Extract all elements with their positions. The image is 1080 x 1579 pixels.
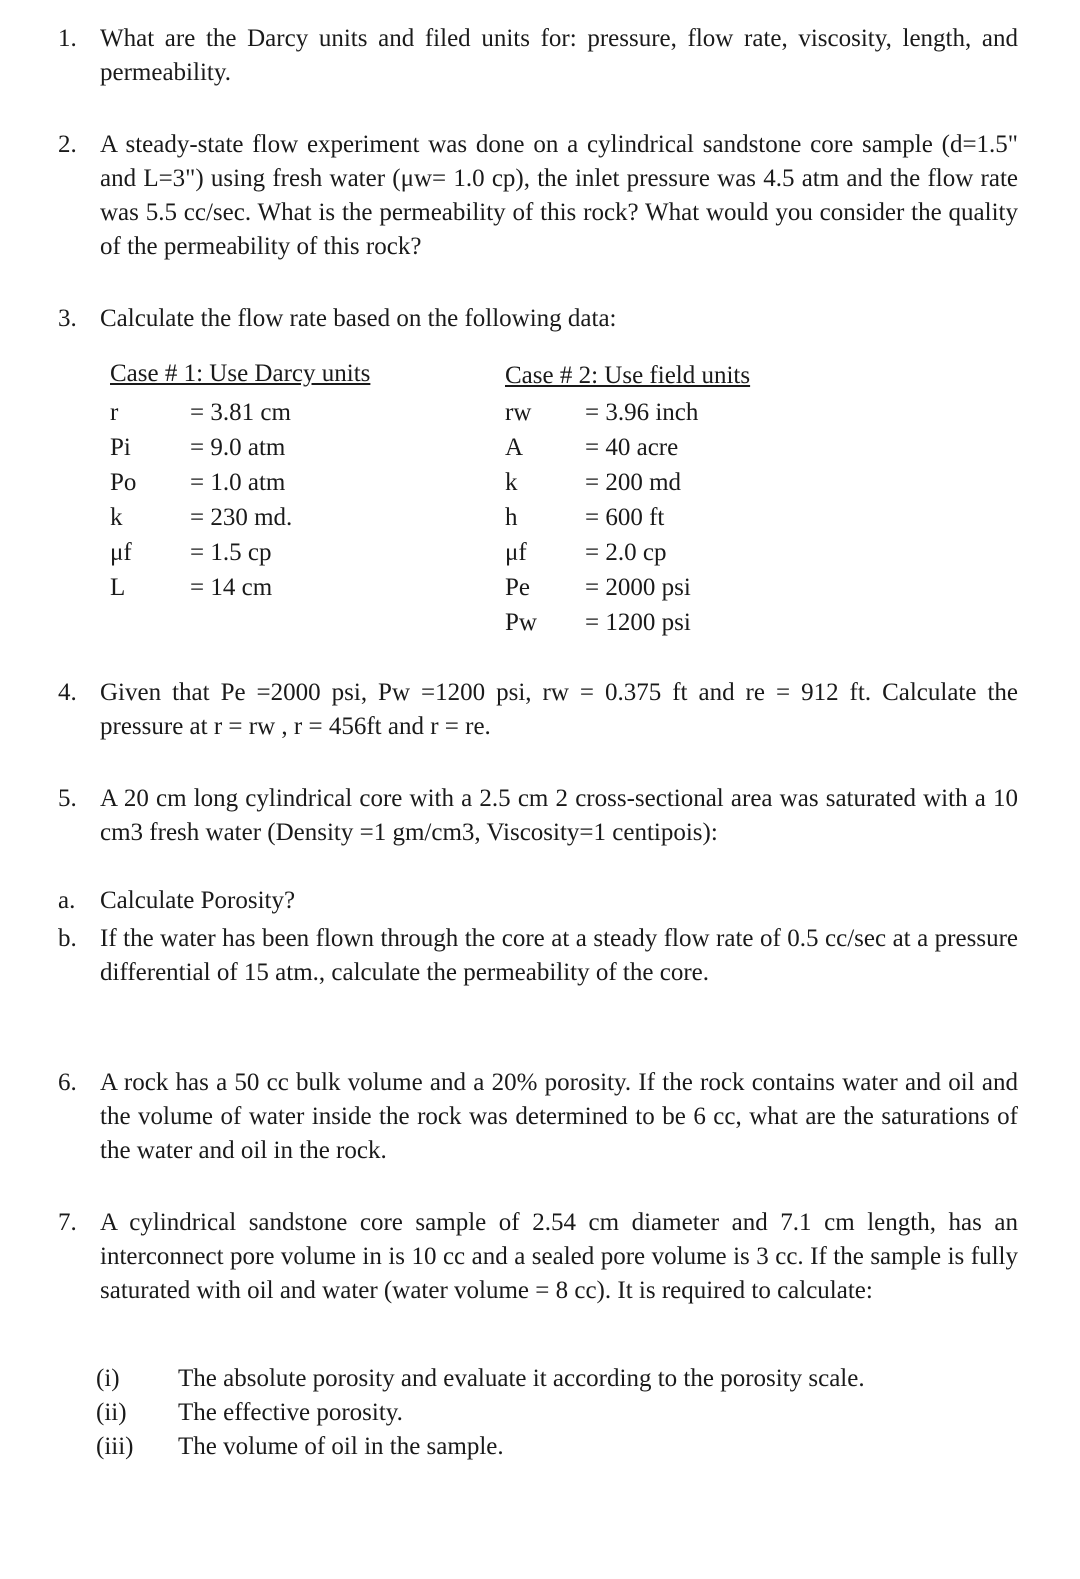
variable-value: = 230 md. bbox=[190, 504, 293, 531]
item-number: (ii) bbox=[96, 1399, 127, 1426]
data-row bbox=[505, 571, 805, 605]
question-number: 7. bbox=[58, 1209, 77, 1236]
question-text: A steady-state flow experiment was done on a cylindrical sandstone core sample (d=1.5" and L=3") using fresh water (μw= 1.0 cp), the inlet pressure was 4.5 atm and the flow rate was 5.5 cc/sec. What is the permeability of this rock? What would you consider the quality of the permeability of this rock? bbox=[100, 131, 1018, 260]
variable-value: = 1200 psi bbox=[585, 609, 691, 636]
question-number: 4. bbox=[58, 679, 77, 706]
variable-symbol: k bbox=[110, 504, 123, 531]
item-number: (iii) bbox=[96, 1433, 134, 1460]
variable-value: = 2000 psi bbox=[585, 574, 691, 601]
question-text: Calculate Porosity? bbox=[100, 887, 296, 914]
variable-symbol: Pi bbox=[110, 434, 131, 461]
question-2 bbox=[58, 128, 1018, 264]
question-text: Calculate the flow rate based on the following data: bbox=[100, 305, 617, 332]
question-text: A cylindrical sandstone core sample of 2.54 cm diameter and 7.1 cm length, has an interconnect pore volume in is 10 cc and a sealed pore volume is 3 cc. If the sample is fully saturated with oil and water (water volume = 8 cc). It is required to calculate: bbox=[100, 1209, 1018, 1304]
question-number: a. bbox=[58, 887, 76, 914]
data-row bbox=[110, 501, 410, 535]
item-text: The effective porosity. bbox=[178, 1399, 403, 1426]
question-number: 6. bbox=[58, 1069, 77, 1096]
data-row bbox=[505, 606, 805, 640]
question-number: 3. bbox=[58, 305, 77, 332]
variable-value: = 3.81 cm bbox=[190, 399, 291, 426]
question-text: A 20 cm long cylindrical core with a 2.5 cm 2 cross-sectional area was saturated with a 10 cm3 fresh water (Density =1 gm/cm3, Viscosity=1 centipois): bbox=[100, 785, 1018, 846]
variable-value: = 9.0 atm bbox=[190, 434, 286, 461]
question-text: What are the Darcy units and filed units for: pressure, flow rate, viscosity, length, and permeability. bbox=[100, 25, 1018, 86]
question-4 bbox=[58, 676, 1018, 744]
variable-symbol: r bbox=[110, 399, 119, 426]
variable-value: = 3.96 inch bbox=[585, 399, 699, 426]
question-text: Given that Pe =2000 psi, Pw =1200 psi, rw = 0.375 ft and re = 912 ft. Calculate the pressure at r = rw , r = 456ft and r = re. bbox=[100, 679, 1018, 740]
variable-value: = 200 md bbox=[585, 469, 682, 496]
variable-symbol: μf bbox=[505, 539, 527, 566]
question-number: b. bbox=[58, 925, 77, 952]
variable-symbol: L bbox=[110, 574, 126, 601]
case-1-title: Case # 1: Use Darcy units bbox=[110, 360, 371, 387]
item-text: The absolute porosity and evaluate it according to the porosity scale. bbox=[178, 1365, 865, 1392]
data-row bbox=[505, 501, 805, 535]
variable-symbol: A bbox=[505, 434, 524, 461]
data-row bbox=[110, 431, 410, 465]
question-text: A rock has a 50 cc bulk volume and a 20% porosity. If the rock contains water and oil and the volume of water inside the rock was determined to be 6 cc, what are the saturations of the water and oil in the rock. bbox=[100, 1069, 1018, 1164]
item-text: The volume of oil in the sample. bbox=[178, 1433, 504, 1460]
question-text: If the water has been flown through the core at a steady flow rate of 0.5 cc/sec at a pressure differential of 15 atm., calculate the permeability of the core. bbox=[100, 925, 1018, 986]
variable-symbol: Pe bbox=[505, 574, 530, 601]
question-6 bbox=[58, 1066, 1018, 1168]
question-number: 1. bbox=[58, 25, 77, 52]
data-row bbox=[505, 396, 805, 430]
variable-value: = 1.0 atm bbox=[190, 469, 286, 496]
question-number: 5. bbox=[58, 785, 77, 812]
case-2-title: Case # 2: Use field units bbox=[505, 362, 751, 389]
question-5a bbox=[58, 884, 1018, 918]
question-1 bbox=[58, 22, 1018, 90]
data-row bbox=[505, 431, 805, 465]
variable-value: = 40 acre bbox=[585, 434, 679, 461]
variable-symbol: Po bbox=[110, 469, 137, 496]
data-row bbox=[110, 466, 410, 500]
data-row bbox=[110, 571, 410, 605]
question-5b bbox=[58, 922, 1018, 990]
variable-value: = 1.5 cp bbox=[190, 539, 272, 566]
question-3 bbox=[58, 302, 1018, 336]
data-row bbox=[110, 396, 410, 430]
variable-value: = 14 cm bbox=[190, 574, 273, 601]
data-row bbox=[110, 536, 410, 570]
question-number: 2. bbox=[58, 131, 77, 158]
data-row bbox=[505, 536, 805, 570]
variable-value: = 2.0 cp bbox=[585, 539, 667, 566]
item-number: (i) bbox=[96, 1365, 120, 1392]
variable-symbol: h bbox=[505, 504, 518, 531]
variable-symbol: k bbox=[505, 469, 518, 496]
variable-symbol: μf bbox=[110, 539, 132, 566]
variable-value: = 600 ft bbox=[585, 504, 665, 531]
variable-symbol: rw bbox=[505, 399, 532, 426]
question-7 bbox=[58, 1206, 1018, 1308]
variable-symbol: Pw bbox=[505, 609, 537, 636]
question-5 bbox=[58, 782, 1018, 850]
data-row bbox=[505, 466, 805, 500]
